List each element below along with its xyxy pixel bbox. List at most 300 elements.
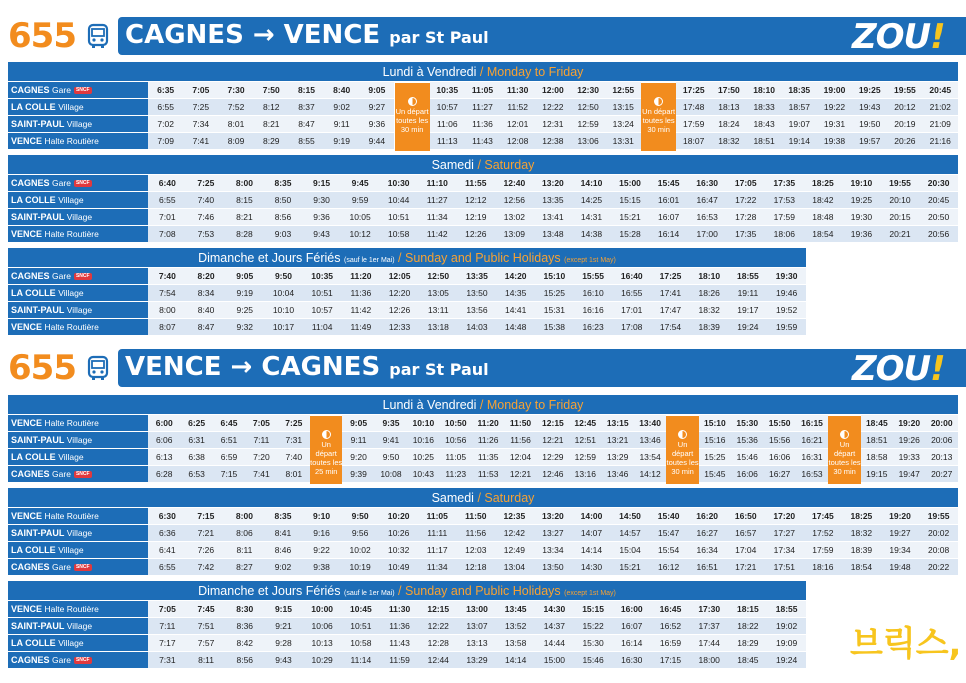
- time-cell: 6:55: [148, 192, 187, 209]
- time-cell: 15:47: [649, 525, 688, 542]
- time-cell: 9:02: [264, 558, 303, 575]
- time-cell: 7:50: [254, 82, 289, 99]
- section-note-en: (except 1st May): [564, 590, 616, 597]
- stop-name: CAGNES: [11, 271, 50, 282]
- time-cell: 14:20: [496, 268, 535, 285]
- time-cell: 19:55: [887, 82, 922, 99]
- time-cell: 10:20: [379, 508, 418, 525]
- time-cell: 7:42: [187, 558, 226, 575]
- section-header: [8, 248, 806, 268]
- time-cell: 16:14: [612, 635, 651, 652]
- time-cell: 13:06: [570, 132, 605, 149]
- time-cell: 11:53: [472, 465, 504, 482]
- time-cell: 12:03: [457, 542, 496, 559]
- time-cell: 8:06: [225, 525, 264, 542]
- time-cell: 11:42: [342, 302, 381, 319]
- time-cell: 7:11: [148, 618, 187, 635]
- time-cell: 11:50: [457, 508, 496, 525]
- time-cell: 11:27: [418, 192, 457, 209]
- stop-name-cell: [8, 618, 148, 635]
- time-cell: 16:14: [649, 225, 688, 242]
- time-cell: 11:56: [504, 432, 536, 449]
- brand-mark: !: [930, 17, 945, 57]
- time-cell: 13:29: [458, 651, 497, 668]
- time-cell: 19:10: [842, 175, 881, 192]
- time-cell: 13:04: [495, 558, 534, 575]
- time-cell: 8:21: [254, 116, 289, 133]
- bus-icon: [84, 354, 112, 382]
- time-cell: 17:21: [726, 558, 765, 575]
- time-cell: 13:13: [458, 635, 497, 652]
- time-cell: 10:10: [264, 302, 303, 319]
- time-cell: 11:43: [380, 635, 419, 652]
- time-cell: 13:46: [634, 432, 666, 449]
- time-cell: 11:13: [430, 132, 465, 149]
- time-cell: 19:25: [842, 192, 881, 209]
- table-row: [8, 601, 806, 618]
- time-cell: 19:52: [767, 302, 806, 319]
- time-cell: 9:39: [342, 465, 374, 482]
- stop-sub: Halte Routière: [44, 511, 99, 522]
- time-cell: 13:40: [634, 415, 666, 432]
- time-cell: 19:20: [893, 415, 925, 432]
- time-cell: 17:25: [651, 268, 690, 285]
- time-cell: 9:35: [375, 415, 407, 432]
- time-cell: 14:14: [572, 542, 611, 559]
- stop-name-cell: [8, 508, 148, 525]
- time-cell: 9:56: [341, 525, 380, 542]
- time-cell: 15:50: [763, 415, 795, 432]
- time-cell: 16:47: [688, 192, 727, 209]
- time-cell: 9:50: [375, 449, 407, 466]
- brand-name: ZOU: [852, 349, 931, 389]
- time-cell: 17:51: [765, 558, 804, 575]
- stop-sub: Gare: [52, 271, 71, 282]
- time-cell: 11:52: [500, 99, 535, 116]
- time-cell: 16:15: [796, 415, 828, 432]
- time-cell: 6:55: [148, 558, 187, 575]
- time-cell: 14:14: [496, 651, 535, 668]
- time-cell: 12:50: [570, 99, 605, 116]
- time-cell: 12:33: [380, 318, 419, 335]
- sncf-icon: SNCF: [75, 180, 90, 187]
- section-note-fr: (sauf le 1er Mai): [344, 257, 395, 264]
- time-cell: 9:27: [359, 99, 394, 116]
- brand-name: ZOU: [852, 17, 931, 57]
- time-cell: 16:12: [649, 558, 688, 575]
- time-cell: 8:20: [187, 268, 226, 285]
- time-cell: 9:02: [324, 99, 359, 116]
- time-cell: 13:16: [569, 465, 601, 482]
- stop-name: SAINT-PAUL: [11, 118, 65, 129]
- table-row: [8, 558, 958, 575]
- time-cell: 12:22: [535, 99, 570, 116]
- table-row: [8, 415, 958, 432]
- time-cell: 18:39: [842, 542, 881, 559]
- time-cell: 7:51: [187, 618, 226, 635]
- time-cell: 12:01: [500, 116, 535, 133]
- time-cell: 15:15: [574, 601, 613, 618]
- time-cell: 8:15: [225, 192, 264, 209]
- time-cell: 8:11: [225, 542, 264, 559]
- frequency-text: Un départ toutes les 30 min: [395, 107, 429, 134]
- section-saturday: [8, 155, 958, 243]
- time-cell: 16:27: [763, 465, 795, 482]
- table-row: [8, 132, 958, 149]
- stop-name: LA COLLE: [11, 102, 56, 113]
- section-header: [8, 395, 958, 415]
- table-row: [8, 225, 958, 242]
- sncf-icon: SNCF: [75, 87, 90, 94]
- time-cell: 10:32: [379, 542, 418, 559]
- time-cell: 19:47: [893, 465, 925, 482]
- time-cell: 15:28: [611, 225, 650, 242]
- time-cell: 14:30: [572, 558, 611, 575]
- time-cell: 7:31: [148, 651, 187, 668]
- time-cell: 19:48: [881, 558, 920, 575]
- time-cell: 18:10: [690, 268, 729, 285]
- time-cell: 6:38: [180, 449, 212, 466]
- time-cell: 18:57: [782, 99, 817, 116]
- time-cell: 20:21: [881, 225, 920, 242]
- time-cell: 16:23: [574, 318, 613, 335]
- time-cell: 10:06: [303, 618, 342, 635]
- stop-name-cell: [8, 175, 148, 192]
- time-cell: 13:05: [419, 285, 458, 302]
- time-cell: 17:22: [726, 192, 765, 209]
- time-cell: 13:11: [419, 302, 458, 319]
- frequency-text: Un départ toutes les 30 min: [828, 440, 861, 476]
- time-cell: 9:32: [225, 318, 264, 335]
- time-cell: 13:18: [419, 318, 458, 335]
- sncf-icon: SNCF: [75, 656, 90, 663]
- time-cell: 10:58: [342, 635, 381, 652]
- time-cell: 9:05: [359, 82, 394, 99]
- sncf-icon: SNCF: [75, 563, 90, 570]
- time-cell: 15:10: [699, 415, 731, 432]
- time-cell: 7:31: [278, 432, 310, 449]
- time-cell: 20:06: [925, 432, 958, 449]
- sncf-icon: SNCF: [75, 273, 90, 280]
- time-cell: 8:56: [225, 651, 264, 668]
- time-cell: 17:59: [765, 209, 804, 226]
- time-cell: 16:40: [612, 268, 651, 285]
- time-cell: 12:30: [570, 82, 605, 99]
- time-cell: 19:11: [729, 285, 768, 302]
- time-cell: 18:00: [690, 651, 729, 668]
- table-row: [8, 508, 958, 525]
- title-separator: /: [394, 251, 405, 265]
- time-cell: 16:06: [731, 465, 763, 482]
- time-cell: 12:04: [504, 449, 536, 466]
- stop-name: LA COLLE: [11, 637, 56, 648]
- time-cell: 10:51: [342, 618, 381, 635]
- table-row: [8, 449, 958, 466]
- time-cell: 10:49: [379, 558, 418, 575]
- time-cell: 19:50: [852, 116, 887, 133]
- stop-sub: Village: [58, 451, 84, 462]
- time-cell: 10:35: [430, 82, 465, 99]
- time-cell: 15:46: [574, 651, 613, 668]
- time-cell: 13:35: [458, 268, 497, 285]
- time-cell: 17:44: [690, 635, 729, 652]
- time-cell: 12:21: [537, 432, 569, 449]
- time-cell: 18:26: [690, 285, 729, 302]
- table-row: [8, 635, 806, 652]
- time-cell: 12:59: [570, 116, 605, 133]
- time-cell: 17:53: [765, 192, 804, 209]
- time-cell: 14:35: [496, 285, 535, 302]
- time-cell: 19:24: [767, 651, 806, 668]
- route-main: VENCE → CAGNES: [125, 352, 381, 382]
- time-cell: 18:51: [861, 432, 893, 449]
- time-cell: 7:46: [187, 209, 226, 226]
- time-cell: 10:44: [379, 192, 418, 209]
- time-cell: 9:15: [264, 601, 303, 618]
- time-cell: 7:01: [148, 209, 187, 226]
- time-cell: 12:19: [457, 209, 496, 226]
- time-cell: 8:01: [278, 465, 310, 482]
- section-header: [8, 62, 958, 82]
- time-cell: 8:41: [264, 525, 303, 542]
- route-title: [125, 20, 489, 50]
- time-cell: 11:05: [465, 82, 500, 99]
- time-cell: 16:30: [612, 651, 651, 668]
- time-cell: 7:40: [187, 192, 226, 209]
- time-cell: 18:45: [729, 651, 768, 668]
- stop-name-cell: [8, 116, 148, 133]
- time-cell: 8:07: [148, 318, 187, 335]
- watermark-logo: 브릭스,: [850, 624, 962, 664]
- time-cell: 9:05: [342, 415, 374, 432]
- time-cell: 16:16: [574, 302, 613, 319]
- time-cell: 7:08: [148, 225, 187, 242]
- table-row: [8, 175, 958, 192]
- time-cell: 7:17: [148, 635, 187, 652]
- time-cell: 14:37: [535, 618, 574, 635]
- time-cell: 15:10: [535, 268, 574, 285]
- table-row: [8, 525, 958, 542]
- time-cell: 19:24: [729, 318, 768, 335]
- stop-name-cell: [8, 449, 148, 466]
- time-cell: 7:53: [187, 225, 226, 242]
- time-cell: 12:31: [535, 116, 570, 133]
- time-cell: 11:04: [303, 318, 342, 335]
- time-cell: 16:30: [688, 175, 727, 192]
- stop-name-cell: [8, 225, 148, 242]
- time-cell: 8:15: [289, 82, 324, 99]
- time-cell: 14:03: [458, 318, 497, 335]
- time-cell: 19:30: [767, 268, 806, 285]
- stop-sub: Village: [66, 118, 93, 129]
- time-cell: 12:49: [495, 542, 534, 559]
- time-cell: 11:14: [342, 651, 381, 668]
- time-cell: 7:15: [187, 508, 226, 525]
- time-cell: 17:45: [804, 508, 843, 525]
- time-cell: 19:38: [817, 132, 852, 149]
- time-cell: 12:00: [535, 82, 570, 99]
- time-cell: 16:50: [726, 508, 765, 525]
- time-cell: 12:28: [419, 635, 458, 652]
- time-cell: 18:33: [747, 99, 782, 116]
- time-cell: 9:25: [225, 302, 264, 319]
- time-cell: 11:05: [418, 508, 457, 525]
- stop-sub: Village: [58, 102, 84, 113]
- stop-name: SAINT-PAUL: [11, 528, 65, 539]
- table-row: [8, 116, 958, 133]
- time-cell: 18:35: [782, 82, 817, 99]
- time-cell: 20:50: [919, 209, 958, 226]
- time-cell: 11:36: [342, 285, 381, 302]
- time-cell: 11:10: [418, 175, 457, 192]
- time-cell: 6:28: [148, 465, 180, 482]
- section-title-en: Saturday: [484, 158, 535, 172]
- clock-icon: [678, 430, 687, 439]
- time-cell: 12:18: [457, 558, 496, 575]
- time-cell: 7:34: [183, 116, 218, 133]
- time-cell: 8:47: [289, 116, 324, 133]
- time-cell: 8:46: [264, 542, 303, 559]
- time-cell: 13:45: [496, 601, 535, 618]
- time-cell: 15:00: [535, 651, 574, 668]
- time-cell: 13:07: [458, 618, 497, 635]
- time-cell: 11:06: [430, 116, 465, 133]
- section-title-fr: Lundi à Vendredi: [382, 398, 477, 412]
- time-cell: 19:36: [842, 225, 881, 242]
- stop-name: VENCE: [11, 135, 43, 146]
- time-cell: 19:20: [881, 508, 920, 525]
- time-cell: 11:26: [472, 432, 504, 449]
- table-row: [8, 651, 806, 668]
- time-cell: 16:57: [726, 525, 765, 542]
- time-cell: 6:41: [148, 542, 187, 559]
- time-cell: 9:16: [302, 525, 341, 542]
- section-sunday: [8, 581, 806, 669]
- time-cell: 18:42: [804, 192, 843, 209]
- section-title-fr: Dimanche et Jours Fériés: [198, 251, 341, 265]
- time-cell: 10:50: [440, 415, 472, 432]
- time-cell: 19:26: [893, 432, 925, 449]
- stop-name-cell: [8, 302, 148, 319]
- time-cell: 6:30: [148, 508, 187, 525]
- time-cell: 18:58: [861, 449, 893, 466]
- time-cell: 7:45: [187, 601, 226, 618]
- time-cell: 19:27: [881, 525, 920, 542]
- section-title-en: Monday to Friday: [486, 398, 584, 412]
- time-cell: 17:50: [711, 82, 746, 99]
- time-cell: 20:30: [919, 175, 958, 192]
- section-header: [8, 488, 958, 508]
- time-cell: 15:04: [611, 542, 650, 559]
- time-cell: 10:26: [379, 525, 418, 542]
- section-title-fr: Lundi à Vendredi: [382, 65, 477, 79]
- section-note-en: (except 1st May): [564, 257, 616, 264]
- time-cell: 20:22: [919, 558, 958, 575]
- stop-name-cell: [8, 285, 148, 302]
- time-cell: 11:34: [418, 558, 457, 575]
- time-cell: 10:19: [341, 558, 380, 575]
- time-cell: 10:17: [264, 318, 303, 335]
- time-cell: 12:35: [495, 508, 534, 525]
- time-cell: 18:25: [804, 175, 843, 192]
- time-cell: 12:59: [569, 449, 601, 466]
- stop-name: LA COLLE: [11, 195, 56, 206]
- time-cell: 7:05: [183, 82, 218, 99]
- stop-sub: Gare: [52, 468, 71, 479]
- table-row: [8, 209, 958, 226]
- time-cell: 7:26: [187, 542, 226, 559]
- line-number: 655: [8, 348, 76, 388]
- stop-sub: Village: [58, 195, 84, 206]
- clock-icon: [322, 430, 331, 439]
- time-cell: 20:00: [925, 415, 958, 432]
- table-row: [8, 318, 806, 335]
- time-cell: 6:00: [148, 415, 180, 432]
- stop-name: CAGNES: [11, 178, 50, 189]
- time-cell: 9:19: [225, 285, 264, 302]
- time-cell: 18:32: [842, 525, 881, 542]
- time-cell: 16:21: [796, 432, 828, 449]
- stop-sub: Village: [66, 211, 93, 222]
- stop-name-cell: [8, 132, 148, 149]
- time-cell: 6:25: [180, 415, 212, 432]
- time-cell: 17:52: [804, 525, 843, 542]
- time-cell: 12:12: [457, 192, 496, 209]
- stop-name: SAINT-PAUL: [11, 304, 65, 315]
- stop-name-cell: [8, 542, 148, 559]
- time-cell: 13:48: [534, 225, 573, 242]
- timetable-banner-cagnes-vence: [0, 14, 966, 58]
- stop-name: VENCE: [11, 418, 43, 429]
- timetable-grid: [8, 415, 958, 483]
- table-row: [8, 302, 806, 319]
- time-cell: 10:02: [341, 542, 380, 559]
- stop-name: SAINT-PAUL: [11, 211, 65, 222]
- time-cell: 7:02: [148, 116, 183, 133]
- time-cell: 8:01: [218, 116, 253, 133]
- time-cell: 14:48: [496, 318, 535, 335]
- time-cell: 12:50: [419, 268, 458, 285]
- time-cell: 17:41: [651, 285, 690, 302]
- time-cell: 9:19: [324, 132, 359, 149]
- time-cell: 7:21: [187, 525, 226, 542]
- stop-name-cell: [8, 268, 148, 285]
- time-cell: 12:55: [606, 82, 641, 99]
- time-cell: 17:54: [651, 318, 690, 335]
- time-cell: 13:56: [458, 302, 497, 319]
- time-cell: 9:21: [264, 618, 303, 635]
- time-cell: 13:21: [602, 432, 634, 449]
- time-cell: 10:12: [341, 225, 380, 242]
- time-cell: 8:27: [225, 558, 264, 575]
- time-cell: 15:55: [574, 268, 613, 285]
- time-cell: 11:20: [342, 268, 381, 285]
- time-cell: 17:30: [690, 601, 729, 618]
- time-cell: 14:31: [572, 209, 611, 226]
- stop-sub: Halte Routière: [44, 321, 99, 332]
- time-cell: 8:00: [225, 508, 264, 525]
- section-header: [8, 155, 958, 175]
- time-cell: 8:47: [187, 318, 226, 335]
- time-cell: 17:15: [651, 651, 690, 668]
- time-cell: 17:00: [688, 225, 727, 242]
- timetable-grid: [8, 175, 958, 243]
- stop-name-cell: [8, 192, 148, 209]
- time-cell: 9:11: [342, 432, 374, 449]
- time-cell: 11:35: [472, 449, 504, 466]
- table-row: [8, 192, 958, 209]
- time-cell: 14:10: [572, 175, 611, 192]
